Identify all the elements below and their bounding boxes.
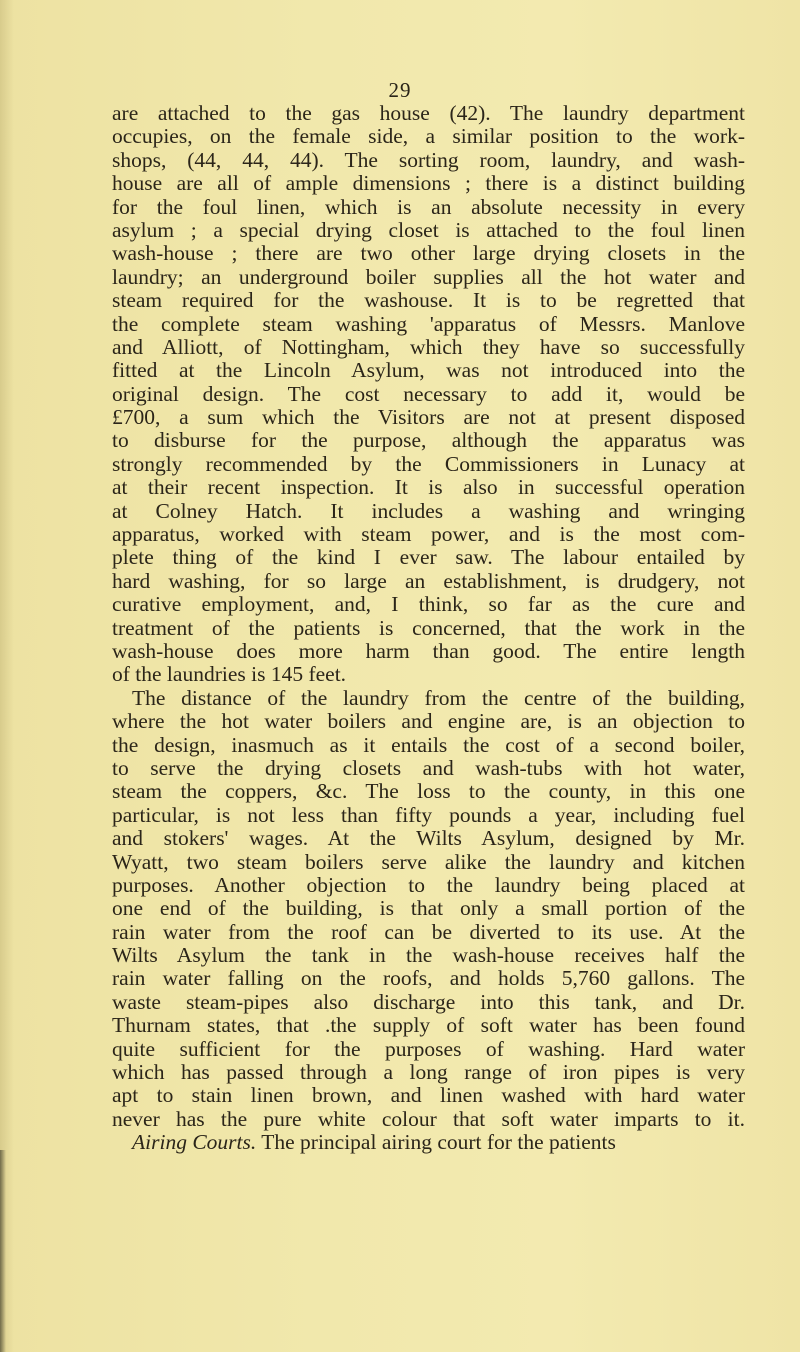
text-line: Thurnam states, that .the supply of soft water has been found (112, 1013, 745, 1038)
text-line: Wilts Asylum the tank in the wash-house receives half the (112, 943, 745, 968)
text-line: wash-house ; there are two other large drying closets in the (112, 241, 745, 266)
section-heading-airing-courts: Airing Courts. (132, 1130, 257, 1155)
text-line: house are all of ample dimensions ; there is a distinct building (112, 171, 745, 196)
text-line: and Alliott, of Nottingham, which they have so successfully (112, 334, 745, 359)
text-line: never has the pure white colour that soft water imparts to it. (112, 1106, 745, 1131)
text-line: to serve the drying closets and wash-tubs with hot water, (112, 755, 745, 780)
body-text (112, 102, 745, 1155)
section-line (112, 1131, 745, 1154)
text-line: at Colney Hatch. It includes a washing and wringing (112, 498, 745, 523)
text-line: of the laundries is 145 feet. (112, 662, 347, 687)
text-line: at their recent inspection. It is also in successful operation (112, 475, 745, 500)
text-line: quite sufficient for the purposes of washing. Hard water (112, 1036, 745, 1061)
page-number: 29 (388, 78, 412, 102)
text-line: purposes. Another objection to the laundry being placed at (112, 872, 745, 897)
text-line: one end of the building, is that only a small portion of the (112, 896, 745, 921)
text-line: apparatus, worked with steam power, and is the most com- (112, 522, 745, 547)
section-text: The principal airing court for the patients (256, 1130, 616, 1155)
text-line: plete thing of the kind I ever saw. The labour entailed by (112, 545, 745, 570)
text-line: Wyatt, two steam boilers serve alike the laundry and kitchen (112, 849, 745, 874)
text-line: original design. The cost necessary to add it, would be (112, 381, 745, 406)
text-line: fitted at the Lincoln Asylum, was not introduced into the (112, 358, 745, 383)
text-line: are attached to the gas house (42). The laundry department (112, 101, 745, 125)
text-line: rain water from the roof can be diverted to its use. At the (112, 919, 745, 944)
text-line: treatment of the patients is concerned, that the work in the (112, 615, 745, 640)
text-line: £700, a sum which the Visitors are not at present disposed (112, 405, 745, 430)
text-line: where the hot water boilers and engine are, is an objection to (112, 709, 745, 734)
text-line: to disburse for the purpose, although the apparatus was (112, 428, 745, 453)
text-line: asylum ; a special drying closet is attached to the foul linen (112, 217, 745, 242)
text-line: steam the coppers, &c. The loss to the county, in this one (112, 779, 745, 804)
text-line: strongly recommended by the Commissioners in Lunacy at (112, 451, 745, 476)
text-line: the complete steam washing 'apparatus of Messrs. Manlove (112, 311, 745, 336)
text-line: waste steam-pipes also discharge into this tank, and Dr. (112, 989, 745, 1014)
text-line: which has passed through a long range of iron pipes is very (112, 1060, 745, 1085)
text-line: shops, (44, 44, 44). The sorting room, laundry, and wash- (112, 147, 745, 172)
text-line: rain water falling on the roofs, and holds 5,760 gallons. The (112, 966, 745, 991)
text-line: occupies, on the female side, a similar position to the work- (112, 124, 745, 149)
text-line: curative employment, and, I think, so far as the cure and (112, 592, 745, 617)
text-line: laundry; an underground boiler supplies all the hot water and (112, 264, 745, 289)
text-line: apt to stain linen brown, and linen washed with hard water (112, 1083, 745, 1108)
page-edge-mark (0, 1150, 6, 1352)
text-line: wash-house does more harm than good. The entire length (112, 638, 745, 663)
text-line: and stokers' wages. At the Wilts Asylum, designed by Mr. (112, 826, 745, 851)
text-line: particular, is not less than fifty pounds a year, including fuel (112, 802, 745, 827)
text-line: The distance of the laundry from the centre of the building, (132, 685, 745, 710)
text-line: steam required for the washouse. It is to be regretted that (112, 288, 745, 313)
text-line: for the foul linen, which is an absolute necessity in every (112, 194, 745, 219)
text-line: the design, inasmuch as it entails the cost of a second boiler, (112, 732, 745, 757)
text-line: hard washing, for so large an establishment, is drudgery, not (112, 568, 745, 593)
